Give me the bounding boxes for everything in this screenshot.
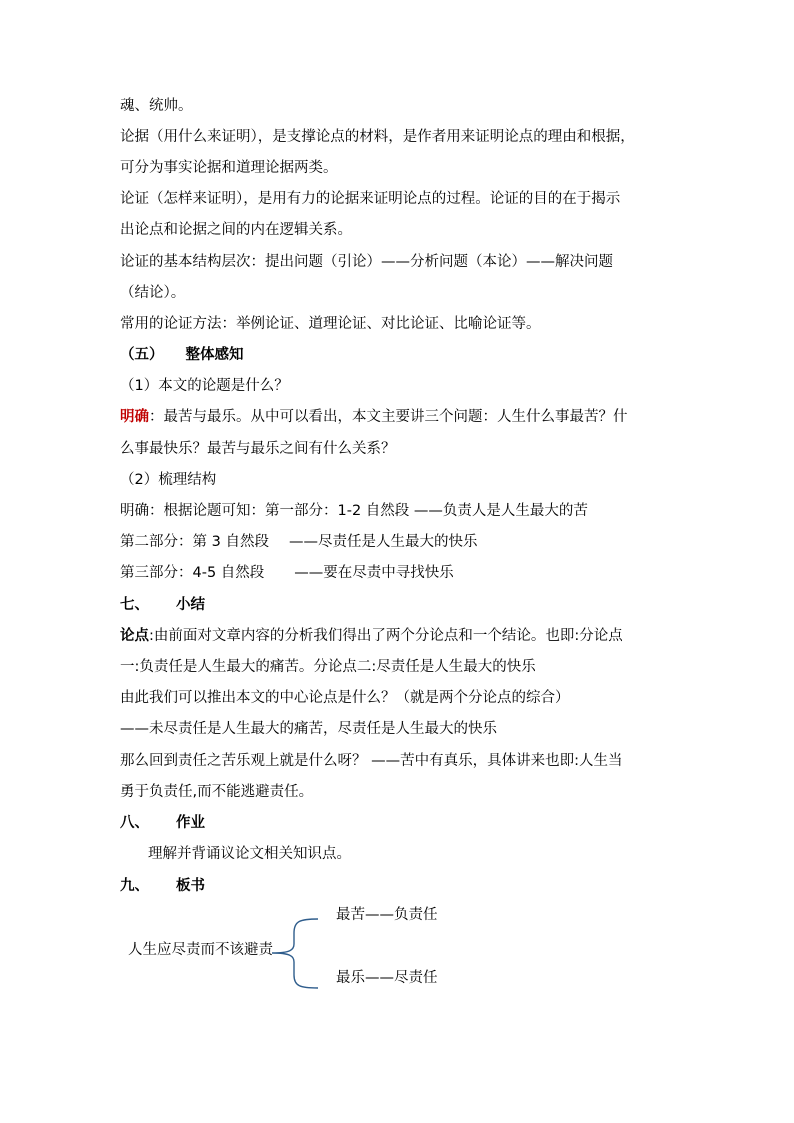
question-line: （2）梳理结构 xyxy=(120,472,217,488)
section-number: （五） xyxy=(120,347,164,363)
summary-line: 勇于负责任,而不能逃避责任。 xyxy=(120,784,314,800)
section-number: 七、 xyxy=(120,597,149,613)
section-number: 九、 xyxy=(120,878,149,894)
homework-line: 理解并背诵议论文相关知识点。 xyxy=(148,846,351,862)
summary-label: 论点 xyxy=(120,628,149,644)
board-top-branch: 最苦——负责任 xyxy=(336,907,438,923)
structure-desc: ——要在尽责中寻找快乐 xyxy=(294,565,454,581)
section-title: 板书 xyxy=(176,878,205,894)
summary-line: 那么回到责任之苦乐观上就是什么呀？ ——苦中有真乐，具体讲来也即:人生当 xyxy=(120,753,623,769)
answer-text: ：最苦与最乐。从中可以看出，本文主要讲三个问题：人生什么事最苦？什 xyxy=(149,409,628,425)
paragraph-line: 论证的基本结构层次：提出问题（引论）——分析问题（本论）——解决问题 xyxy=(120,254,613,270)
answer-line: 么事最快乐？最苦与最乐之间有什么关系？ xyxy=(120,441,396,457)
board-bottom-branch: 最乐——尽责任 xyxy=(336,970,438,986)
structure-part: 第二部分：第 3 自然段 xyxy=(120,534,269,550)
answer-label: 明确 xyxy=(120,409,149,425)
paragraph-line: 论证（怎样来证明），是用有力的论据来证明论点的过程。论证的目的在于揭示 xyxy=(120,191,621,207)
paragraph-line: 魂、统帅。 xyxy=(120,98,193,114)
paragraph-line: 出论点和论据之间的内在逻辑关系。 xyxy=(120,222,352,238)
structure-line: 明确：根据论题可知：第一部分：1-2 自然段 ——负责人是人生最大的苦 xyxy=(120,503,588,519)
paragraph-line: 常用的论证方法：举例论证、道理论证、对比论证、比喻论证等。 xyxy=(120,316,541,332)
board-center-text: 人生应尽责而不该避责 xyxy=(128,942,273,958)
brace-line xyxy=(272,919,318,988)
section-title: 作业 xyxy=(176,815,205,831)
paragraph-line: 可分为事实论据和道理论据两类。 xyxy=(120,160,338,176)
structure-desc: ——尽责任是人生最大的快乐 xyxy=(288,534,478,550)
section-number: 八、 xyxy=(120,815,149,831)
section-title: 整体感知 xyxy=(185,347,244,363)
summary-line: 一:负责任是人生最大的痛苦。分论点二:尽责任是人生最大的快乐 xyxy=(120,659,536,675)
question-line: （1）本文的论题是什么？ xyxy=(120,378,289,394)
summary-text: :由前面对文章内容的分析我们得出了两个分论点和一个结论。也即:分论点 xyxy=(149,628,623,644)
summary-line: ——未尽责任是人生最大的痛苦，尽责任是人生最大的快乐 xyxy=(120,721,497,737)
paragraph-line: （结论）。 xyxy=(120,285,186,301)
structure-part: 第三部分：4-5 自然段 xyxy=(120,565,265,581)
paragraph-line: 论据（用什么来证明），是支撑论点的材料，是作者用来证明论点的理由和根据， xyxy=(120,129,635,145)
section-title: 小结 xyxy=(176,597,205,613)
summary-line: 由此我们可以推出本文的中心论点是什么？（就是两个分论点的综合） xyxy=(120,690,570,706)
